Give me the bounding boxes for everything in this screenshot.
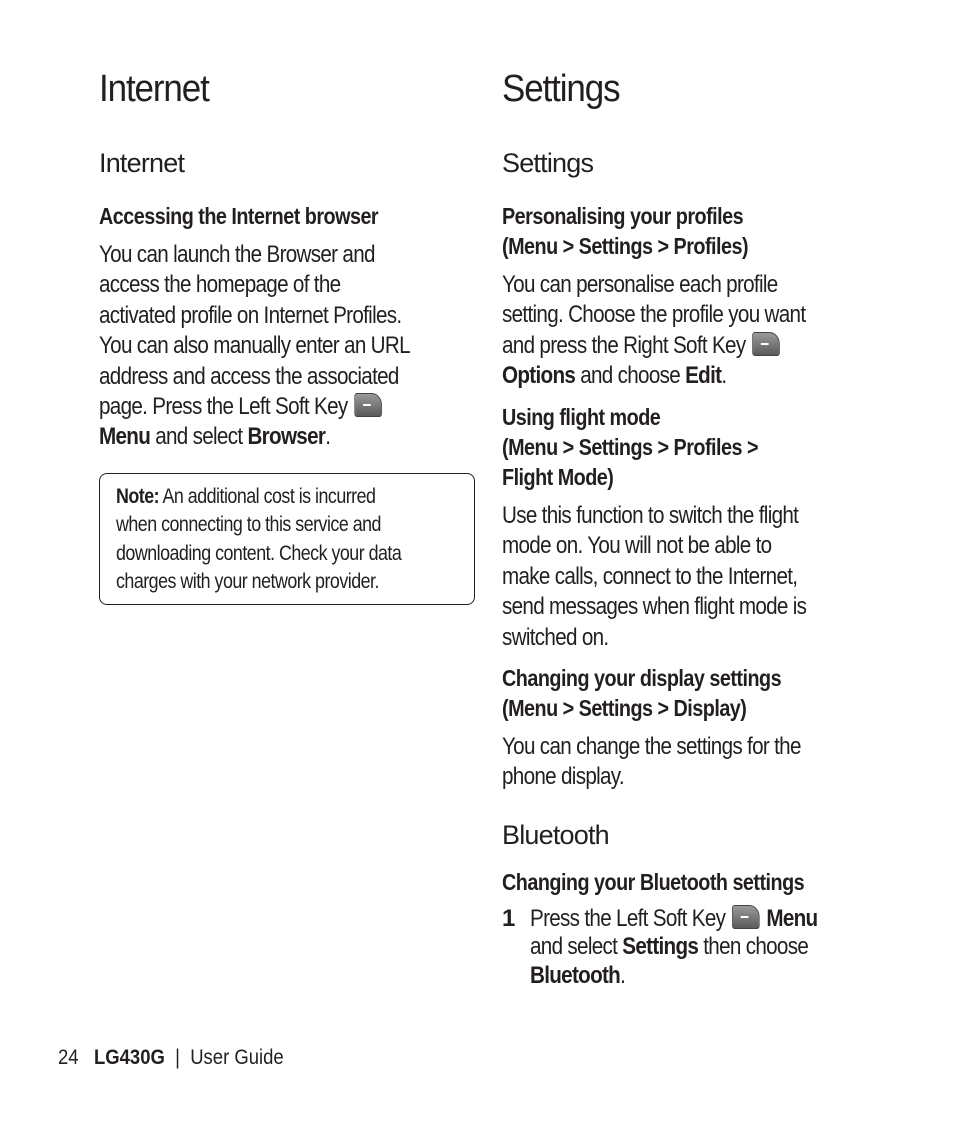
left-soft-key-icon (354, 393, 382, 417)
page-title-settings: Settings (502, 68, 620, 110)
section-title-settings: Settings (502, 148, 594, 178)
body-line: activated profile on Internet Profiles. (99, 301, 402, 329)
subheading-accessing-browser: Accessing the Internet browser (99, 203, 379, 229)
guide-label: User Guide (190, 1046, 284, 1069)
step-number: 1 (502, 905, 516, 932)
subheading-flight-mode: Using flight mode (Menu > Settings > Profiles > Flight Mode) (502, 404, 758, 490)
internet-body (99, 240, 477, 453)
page-title-internet: Internet (99, 68, 209, 110)
subheading-display: Changing your display settings (Menu > Settings > Display) (502, 665, 782, 721)
note-text: Note: An additional cost is incurred when connecting to this service and downloading content. Check your data charges with your network provider. (116, 485, 402, 594)
body-line: Menu and select Browser. (99, 423, 331, 451)
left-soft-key-icon (732, 905, 760, 929)
model-name: LG430G (93, 1046, 165, 1069)
body-line: address and access the associated (99, 362, 399, 390)
page-number: 24 (58, 1046, 79, 1069)
body-line: You can also manually enter an URL (99, 332, 410, 360)
right-soft-key-icon (752, 332, 780, 356)
footer-separator: | (175, 1046, 180, 1069)
body-line: You can launch the Browser and (99, 241, 375, 268)
subheading-bluetooth: Changing your Bluetooth settings (502, 869, 805, 895)
note-box (99, 473, 475, 605)
display-body: You can change the settings for the phone display. (502, 733, 801, 791)
page-footer (58, 1046, 284, 1070)
profiles-body: You can personalise each profile setting. Choose the profile you want and press the Right Soft Key Options and choose Edit. (502, 271, 806, 390)
bluetooth-step: Press the Left Soft Key Menu and select Settings then choose Bluetooth. (530, 905, 818, 989)
flight-body: Use this function to switch the flight mode on. You will not be able to make calls, connect to the Internet, send messages when flight mode is switched on. (502, 502, 807, 651)
section-title-internet: Internet (99, 148, 185, 178)
section-title-bluetooth: Bluetooth (502, 820, 609, 850)
body-line: page. Press the Left Soft Key (99, 392, 476, 422)
subheading-profiles: Personalising your profiles (Menu > Settings > Profiles) (502, 203, 749, 259)
body-line: access the homepage of the (99, 271, 341, 299)
